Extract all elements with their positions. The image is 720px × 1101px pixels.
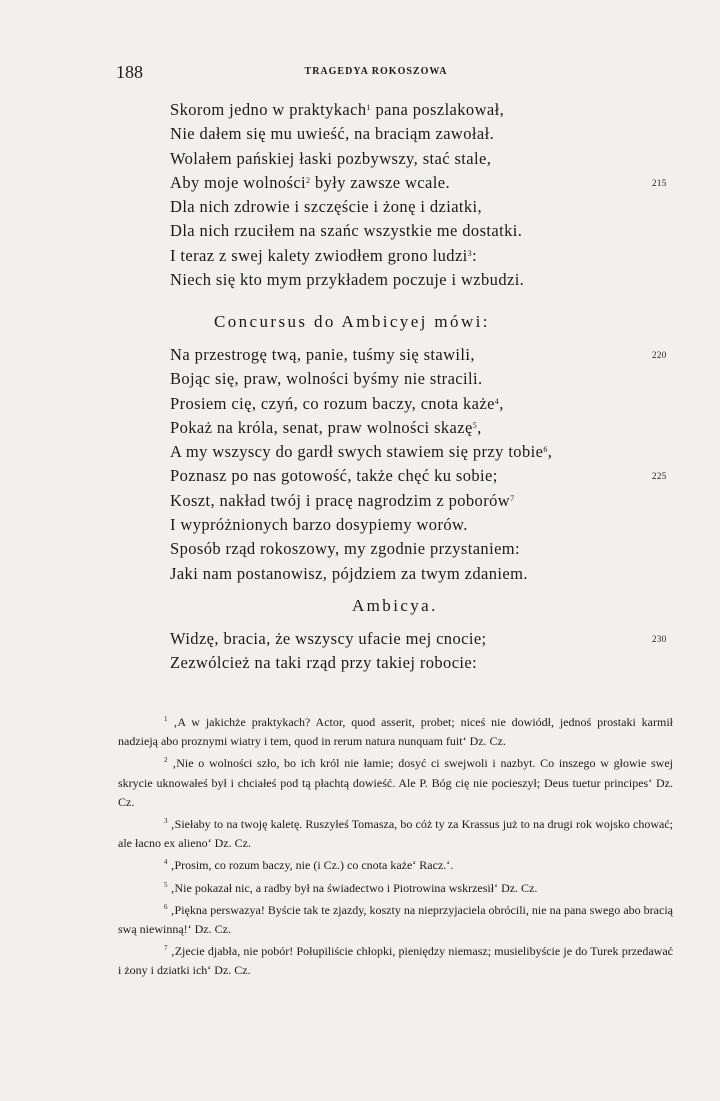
verse-line xyxy=(170,464,700,488)
footnote-marker: 5 xyxy=(472,420,478,430)
verse-text: I wypróżnionych barzo dosypiemy worów. xyxy=(170,515,468,535)
speaker-heading-concursus: Concursus do Ambicyej mówi: xyxy=(214,312,490,331)
line-number: 225 xyxy=(652,471,667,482)
verse-text: Niech się kto mym przykładem poczuje i wzbudzi. xyxy=(170,270,525,290)
stanza-3 xyxy=(170,627,700,676)
verse-line xyxy=(170,562,700,586)
verse-line xyxy=(170,651,700,675)
verse-text: Prosiem cię, czyń, co rozum baczy, cnota każe xyxy=(170,393,495,413)
verse-line xyxy=(170,171,700,195)
verse-text: Nie dałem się mu uwieść, na braciąm zawołał. xyxy=(170,124,495,144)
verse-text: Dla nich rzuciłem na szańc wszystkie me dostatki. xyxy=(170,221,523,241)
verse-line xyxy=(170,440,700,464)
footnote-marker: 2 xyxy=(306,175,311,185)
running-title: TRAGEDYA ROKOSZOWA xyxy=(304,66,448,77)
line-number: 230 xyxy=(652,634,667,644)
verse-text: I teraz z swej kalety zwiodłem grono ludzi xyxy=(170,245,468,265)
verse-line xyxy=(170,219,700,243)
footnote-text: ‚Siełaby to na twoję kaletę. Ruszyłeś Tomasza, bo cóż ty za Krassus już to na drugi rok wojsko chować; ale łacno ex alieno‘ Dz. Cz. xyxy=(118,817,674,851)
footnote xyxy=(118,898,673,939)
verse-line xyxy=(170,268,700,292)
footnote-text: ‚Nie pokazał nic, a radby był na świadectwo i Piotrowina wskrzesił‘ Dz. Cz. xyxy=(170,880,538,895)
page-number: 188 xyxy=(116,62,143,82)
footnote-text: ‚A w jakichże praktykach? Actor, quod asserit, probet; niceś nie dowiódł, jednoś prostaki karmił nadzieją abo proznymi wiatry i tem, quod in rerum natura nunquam fuit‘ Dz. Cz. xyxy=(118,715,673,749)
footnote-number: 7 xyxy=(164,944,168,953)
footnote xyxy=(118,751,673,812)
verse-text-tail: , xyxy=(499,393,504,413)
verse-text: Skorom jedno w praktykach xyxy=(170,100,367,119)
verse-text: Koszt, nakład twój i pracę nagrodzim z poborów xyxy=(170,490,511,510)
footnote-marker: 3 xyxy=(467,248,473,258)
footnote xyxy=(118,812,673,853)
verse-text-tail: były zawsze wcale. xyxy=(310,172,450,192)
verse-text: A my wszyscy do gardł swych stawiem się przy tobie xyxy=(170,442,544,462)
verse-line xyxy=(170,537,700,561)
verse-text-tail: , xyxy=(477,417,482,437)
verse-text: Bojąc się, praw, wolności byśmy nie stracili. xyxy=(170,369,483,389)
speaker-heading-ambicya: Ambicya. xyxy=(352,596,438,615)
footnote-text: ‚Prosim, co rozum baczy, nie (i Cz.) co cnota każe‘ Racz.‘. xyxy=(170,858,454,873)
verse-line xyxy=(170,122,700,146)
footnote-marker: 6 xyxy=(543,445,548,455)
footnote-number: 2 xyxy=(164,756,168,765)
footnote-number: 5 xyxy=(164,880,168,889)
footnote-marker: 1 xyxy=(366,103,371,112)
verse-line xyxy=(170,513,700,537)
verse-text: Poznasz po nas gotowość, także chęć ku sobie; xyxy=(170,466,498,486)
footnote-number: 6 xyxy=(164,902,168,911)
footnote-text: ‚Zjecie djabła, nie pobór! Połupiliście chłopki, pieniędzy niemasz; musielibyście je do Turek przedawać i żony i dziatki ich‘ Dz. Cz. xyxy=(118,944,673,978)
line-number: 220 xyxy=(652,350,667,360)
verse-text-tail: : xyxy=(472,245,478,265)
footnote-number: 4 xyxy=(164,858,168,867)
verse-text-tail: pana poszlakował, xyxy=(370,100,505,119)
stanza-1 xyxy=(170,98,700,292)
stanza-2 xyxy=(170,343,700,586)
footnote xyxy=(118,710,673,751)
page-header xyxy=(116,62,636,86)
verse-text-tail: , xyxy=(547,442,553,462)
verse-text: Dla nich zdrowie i szczęście i żonę i dziatki, xyxy=(170,197,483,217)
verse-line xyxy=(170,343,700,367)
verse-line xyxy=(170,98,700,122)
verse-text: Wolałem pańskiej łaski pozbywszy, stać stale, xyxy=(170,148,492,168)
verse-text: Aby moje wolności xyxy=(170,172,307,192)
footnote-marker: 4 xyxy=(494,396,500,406)
footnotes xyxy=(118,710,673,981)
footnote-text: ‚Piękna perswazya! Byście tak te zjazdy, koszty na nieprzyjaciela obrócili, nie na pana swego abo bracią swą niewinną!‘ Dz. Cz. xyxy=(118,902,673,937)
verse-line xyxy=(170,489,700,513)
verse-line xyxy=(170,147,700,171)
verse-line xyxy=(170,416,700,440)
verse-text: Jaki nam postanowisz, pójdziem za twym zdaniem. xyxy=(170,563,528,583)
verse-text: Widzę, bracia, że wszyscy ufacie mej cnocie; xyxy=(170,629,487,648)
line-number: 215 xyxy=(652,177,667,188)
footnote-marker: 7 xyxy=(510,493,515,503)
verse-text: Sposób rząd rokoszowy, my zgodnie przystaniem: xyxy=(170,539,521,559)
footnote xyxy=(118,876,673,898)
verse-line xyxy=(170,392,700,416)
verse-line xyxy=(170,627,700,651)
verse-line xyxy=(170,195,700,219)
footnote-number: 3 xyxy=(164,817,168,826)
footnote xyxy=(118,939,673,980)
footnote-text: ‚Nie o wolności szło, bo ich król nie łamie; dosyć ci swejwoli i nazbyt. Co inszego w głowie swej skrycie uknowałeś był i chciałeś pod tą płachtą dowieść. Ale P. Bóg cię nie pocieszył; Deus tuetur principes‘ Dz. Cz. xyxy=(118,756,673,809)
footnote xyxy=(118,853,673,875)
verse-line xyxy=(170,367,700,391)
verse-text: Zezwólcież na taki rząd przy takiej robocie: xyxy=(170,653,478,673)
verse-text: Na przestrogę twą, panie, tuśmy się stawili, xyxy=(170,345,475,364)
footnote-number: 1 xyxy=(164,715,168,723)
verse-line xyxy=(170,244,700,268)
verse-text: Pokaż na króla, senat, praw wolności skazę xyxy=(170,417,473,437)
